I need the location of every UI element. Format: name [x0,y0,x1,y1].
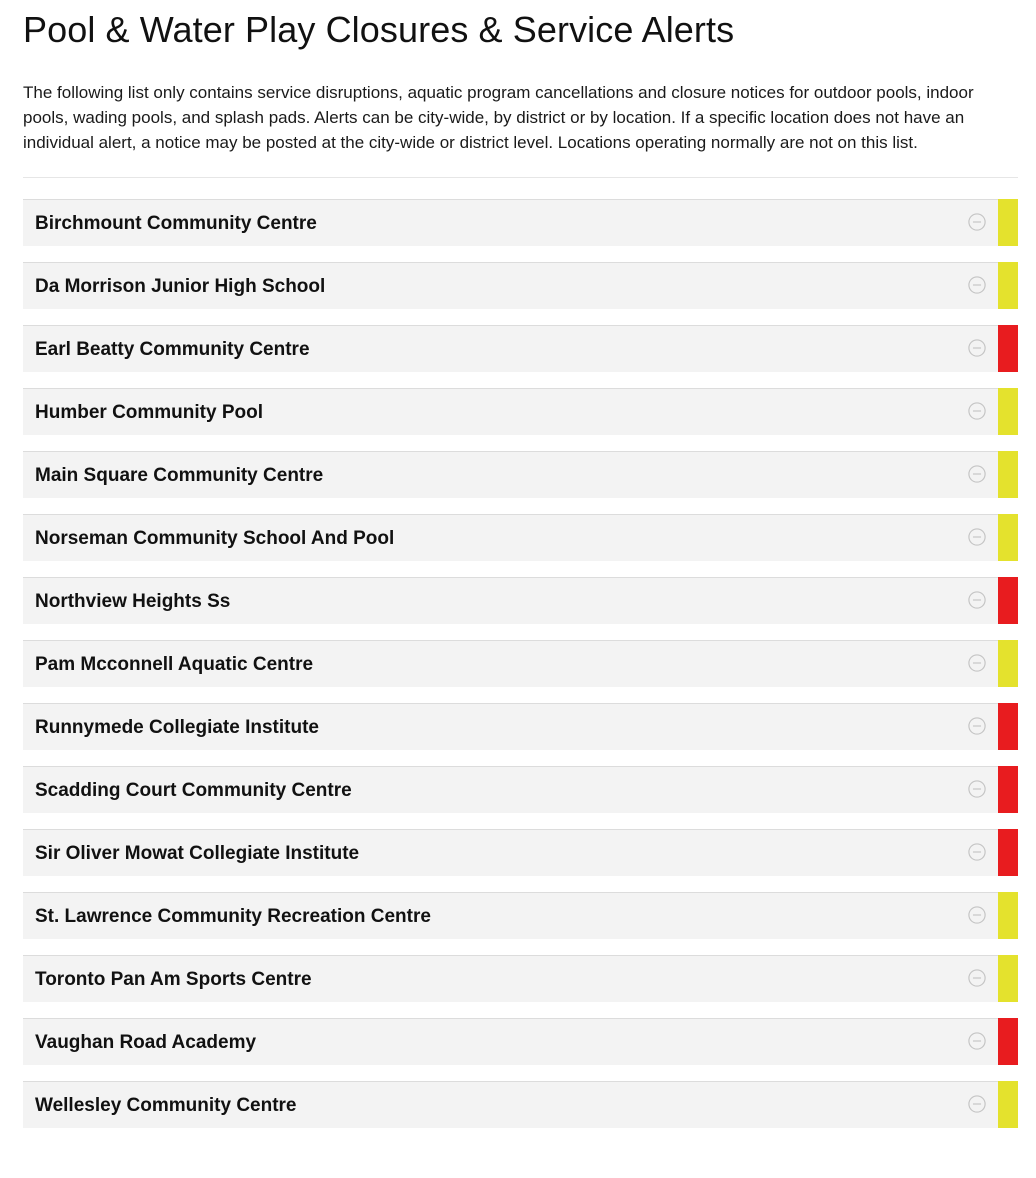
collapse-circle-icon[interactable] [968,339,986,357]
alert-accordion-item[interactable] [23,577,1018,624]
status-indicator-yellow [998,451,1018,498]
collapse-circle-icon[interactable] [968,1032,986,1050]
location-name: Earl Beatty Community Centre [35,339,310,360]
alert-accordion-item[interactable] [23,1081,1018,1128]
location-name: Scadding Court Community Centre [35,780,352,801]
status-indicator-yellow [998,1081,1018,1128]
alert-accordion-item[interactable] [23,1018,1018,1065]
status-indicator-yellow [998,514,1018,561]
collapse-circle-icon[interactable] [968,402,986,420]
alert-accordion-item[interactable] [23,451,1018,498]
location-name: Birchmount Community Centre [35,213,317,234]
location-name: Runnymede Collegiate Institute [35,717,319,738]
collapse-circle-icon[interactable] [968,1095,986,1113]
divider [23,177,1018,178]
status-indicator-yellow [998,640,1018,687]
alert-accordion-item[interactable] [23,829,1018,876]
alert-accordion-item[interactable] [23,388,1018,435]
status-indicator-yellow [998,955,1018,1002]
collapse-circle-icon[interactable] [968,780,986,798]
status-indicator-red [998,829,1018,876]
status-indicator-red [998,703,1018,750]
status-indicator-red [998,577,1018,624]
collapse-circle-icon[interactable] [968,654,986,672]
alert-accordion-item[interactable] [23,892,1018,939]
location-name: Vaughan Road Academy [35,1032,257,1053]
location-name: Pam Mcconnell Aquatic Centre [35,654,314,675]
alert-accordion-item[interactable] [23,703,1018,750]
intro-paragraph: The following list only contains service disruptions, aquatic program cancellations and closure notices for outdoor pools, indoor pools, wading pools, and splash pads. Alerts can be city-wide, by district or by location. If a specific location does not have an individual alert, a notice may be posted at the city-wide or district level. Locations operating normally are not on this list. [23,83,974,152]
location-name: Humber Community Pool [35,402,264,423]
location-name: Toronto Pan Am Sports Centre [35,969,312,990]
alert-accordion-item[interactable] [23,199,1018,246]
status-indicator-yellow [998,262,1018,309]
alert-list [23,199,1018,1128]
location-name: Wellesley Community Centre [35,1095,297,1116]
collapse-circle-icon[interactable] [968,276,986,294]
page-content [23,0,1018,1144]
status-indicator-yellow [998,388,1018,435]
alert-accordion-item[interactable] [23,514,1018,561]
collapse-circle-icon[interactable] [968,528,986,546]
collapse-circle-icon[interactable] [968,465,986,483]
location-name: St. Lawrence Community Recreation Centre [35,906,431,927]
alert-accordion-item[interactable] [23,262,1018,309]
alert-accordion-item[interactable] [23,955,1018,1002]
status-indicator-red [998,325,1018,372]
alert-accordion-item[interactable] [23,640,1018,687]
status-indicator-yellow [998,892,1018,939]
collapse-circle-icon[interactable] [968,717,986,735]
collapse-circle-icon[interactable] [968,843,986,861]
location-name: Main Square Community Centre [35,465,324,486]
page-title: Pool & Water Play Closures & Service Alerts [23,9,735,50]
collapse-circle-icon[interactable] [968,969,986,987]
location-name: Norseman Community School And Pool [35,528,395,549]
alert-accordion-item[interactable] [23,325,1018,372]
location-name: Northview Heights Ss [35,591,231,612]
location-name: Da Morrison Junior High School [35,276,326,297]
alert-accordion-item[interactable] [23,766,1018,813]
collapse-circle-icon[interactable] [968,906,986,924]
location-name: Sir Oliver Mowat Collegiate Institute [35,843,360,864]
collapse-circle-icon[interactable] [968,591,986,609]
status-indicator-yellow [998,199,1018,246]
collapse-circle-icon[interactable] [968,213,986,231]
status-indicator-red [998,1018,1018,1065]
status-indicator-red [998,766,1018,813]
